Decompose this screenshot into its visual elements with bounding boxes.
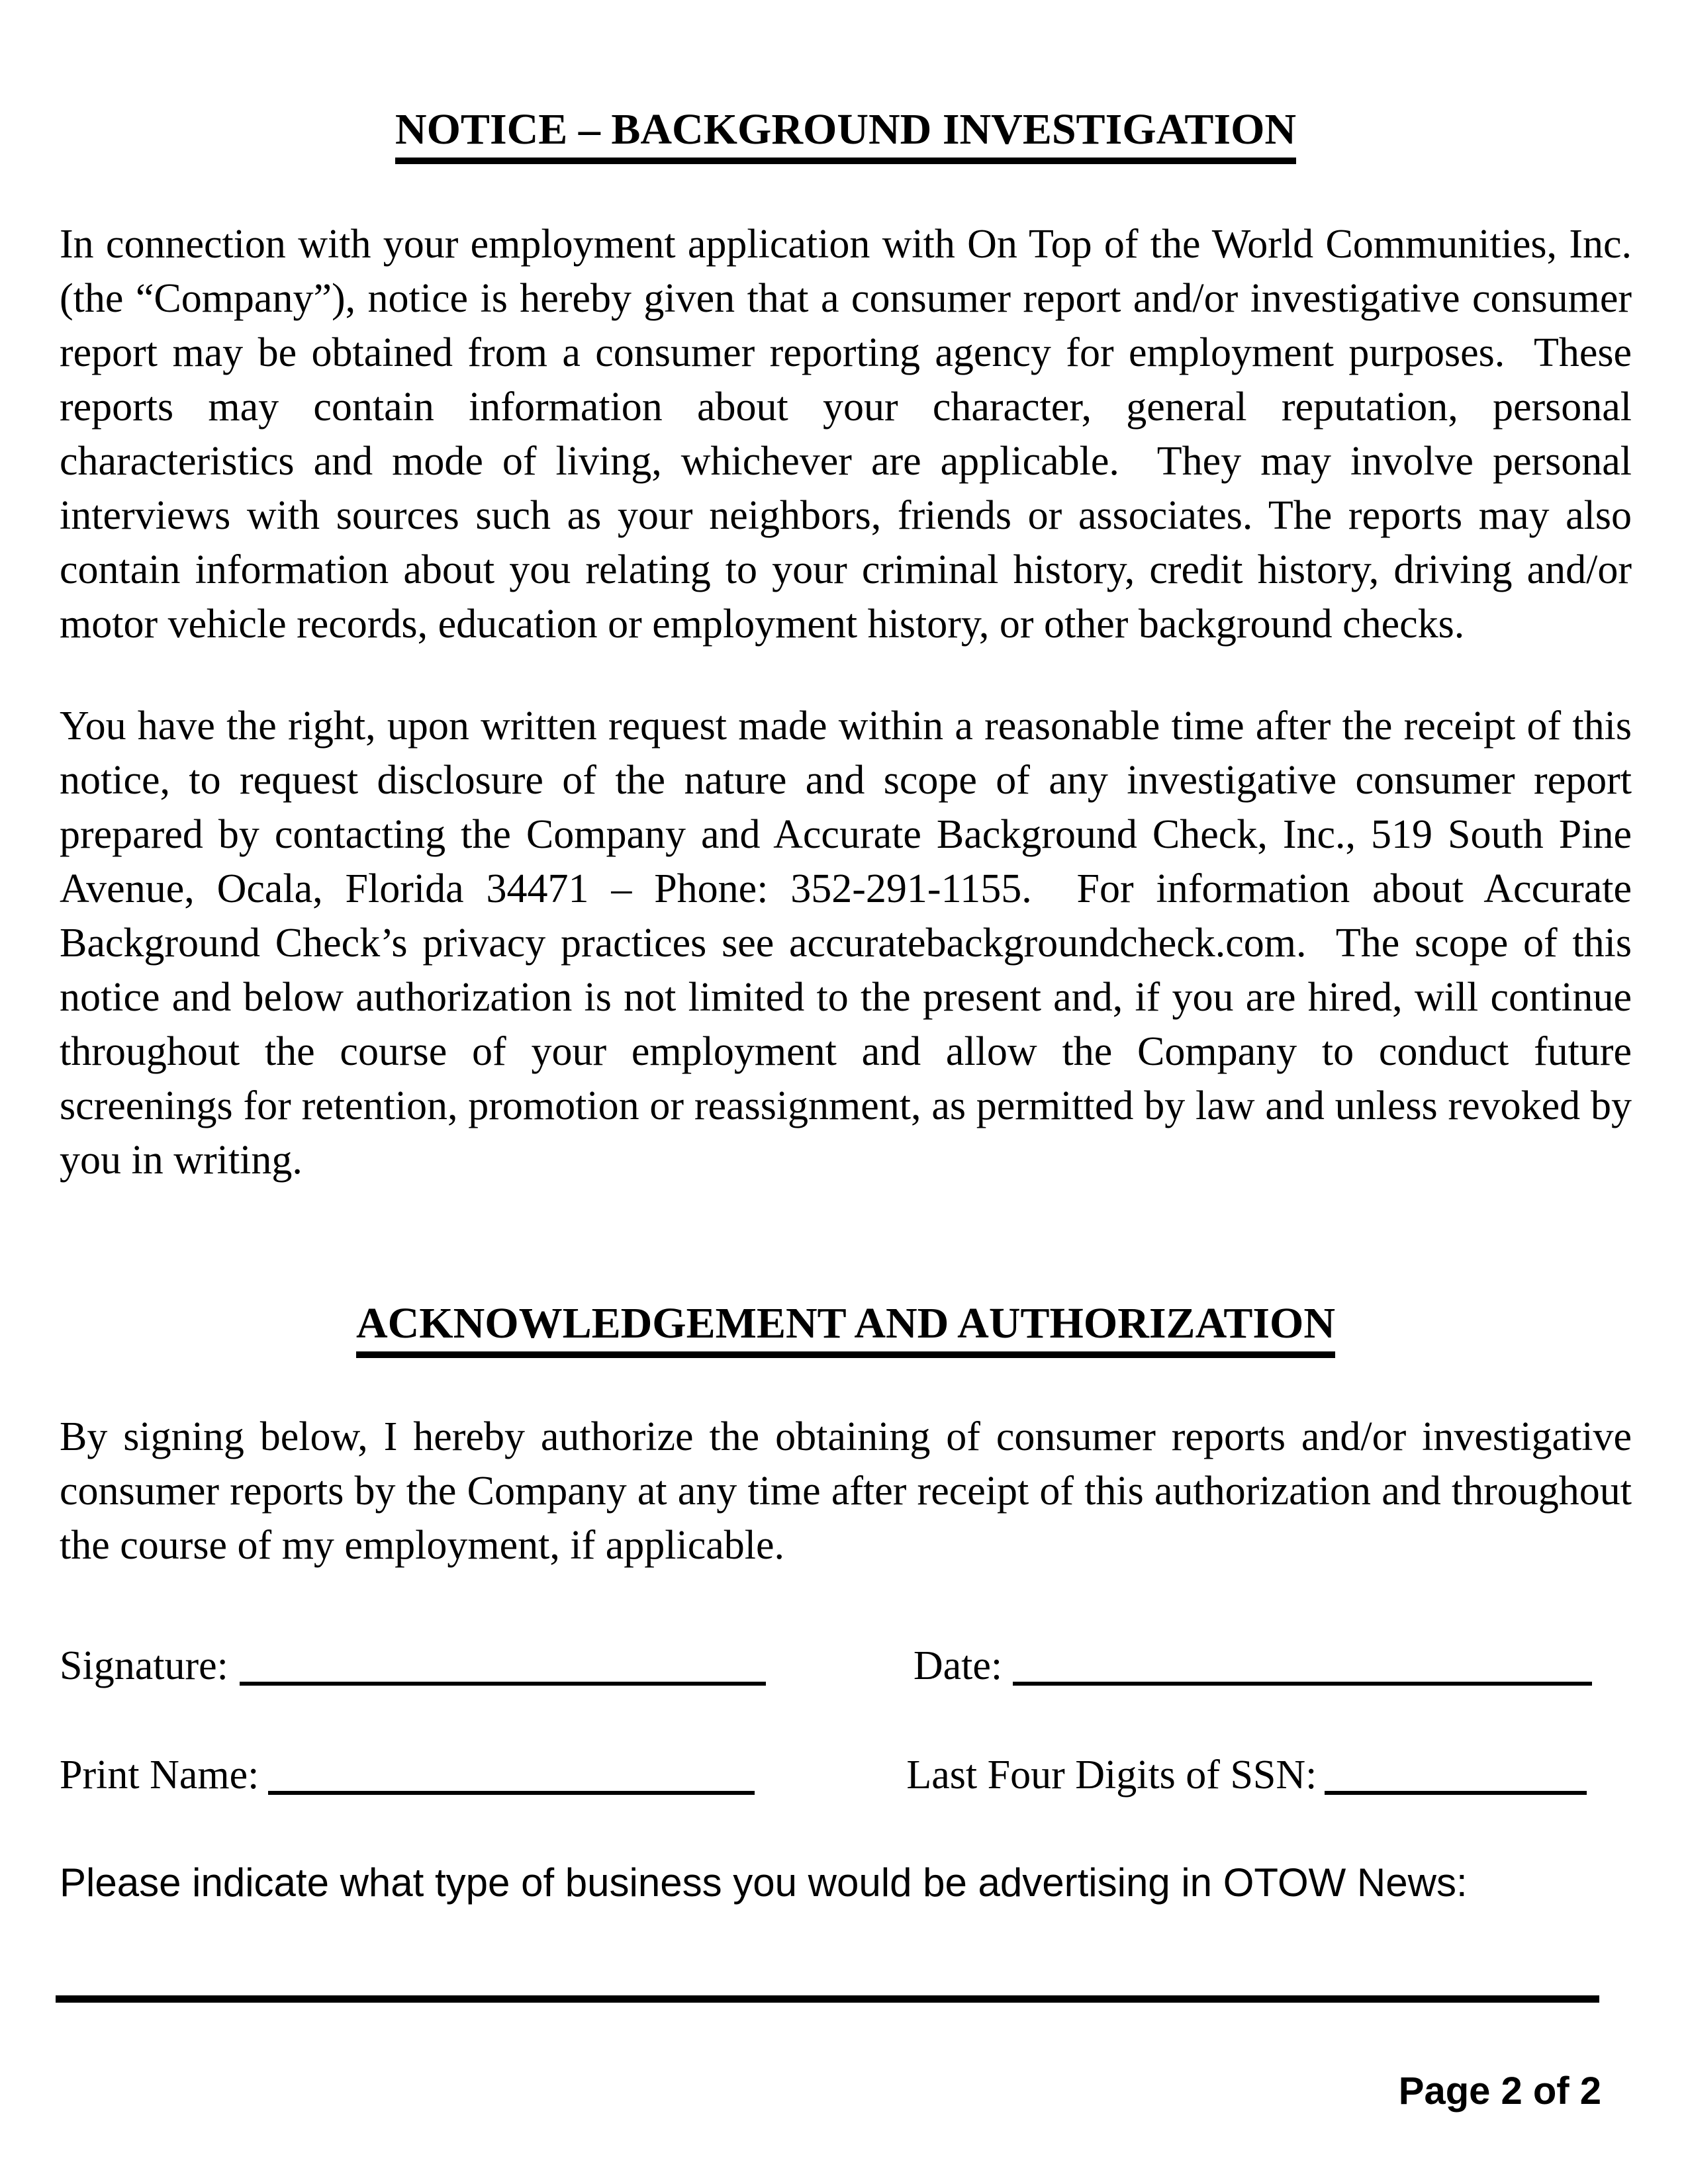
date-label: Date: [913, 1643, 1003, 1688]
business-type-prompt: Please indicate what type of business you would be advertising in OTOW News: [60, 1860, 1468, 1905]
ssn-field[interactable] [1325, 1790, 1587, 1795]
print-name-field[interactable] [268, 1790, 755, 1795]
acknowledgement-heading [60, 1298, 1632, 1349]
signature-date-row [60, 1639, 1632, 1693]
page-title [60, 0, 1632, 155]
print-name-label: Print Name: [60, 1752, 259, 1797]
authorization-paragraph: By signing below, I hereby authorize the obtaining of consumer reports and/or investigative consumer reports by the Company at any time after receipt of this authorization and throughout the course of my employment, if applicable. [60, 1414, 1642, 1568]
notice-paragraph-2: You have the right, upon written request made within a reasonable time after the receipt of this notice, to request disclosure of the nature and scope of any investigative consumer report prepared by contacting the Company and Accurate Background Check, Inc., 519 South Pine Avenue, Ocala, Florida 34471 – Phone: 352-291-1155. For information about Accurate Background Check’s privacy practices see accuratebackgroundcheck.com. The scope of this notice and below authorization is not limited to the present and, if you are hired, will continue throughout the course of your employment and allow the Company to conduct future screenings for retention, promotion or reassignment, as permitted by law and unless revoked by you in writing. [60, 704, 1642, 1183]
date-field[interactable] [1013, 1681, 1592, 1686]
notice-paragraph-1: In connection with your employment application with On Top of the World Communities, Inc. (the “Company”), notice is hereby given that a consumer report and/or investigative consumer report may be obtained from a consumer reporting agency for employment purposes. These reports may contain information about your character, general reputation, personal characteristics and mode of living, whichever are applicable. They may involve personal interviews with sources such as your neighbors, friends or associates. The reports may also contain information about you relating to your criminal history, credit history, driving and/or motor vehicle records, education or employment history, or other background checks. [60, 222, 1642, 647]
ssn-label: Last Four Digits of SSN: [906, 1752, 1317, 1797]
signature-field[interactable] [240, 1681, 766, 1686]
acknowledgement-heading-text: ACKNOWLEDGEMENT AND AUTHORIZATION [356, 1299, 1335, 1358]
signature-label: Signature: [60, 1643, 228, 1688]
printname-ssn-row [60, 1748, 1632, 1802]
business-type-answer-line[interactable] [56, 1995, 1599, 2003]
page-number: Page 2 of 2 [1398, 2070, 1601, 2113]
page-title-text: NOTICE – BACKGROUND INVESTIGATION [395, 105, 1296, 164]
